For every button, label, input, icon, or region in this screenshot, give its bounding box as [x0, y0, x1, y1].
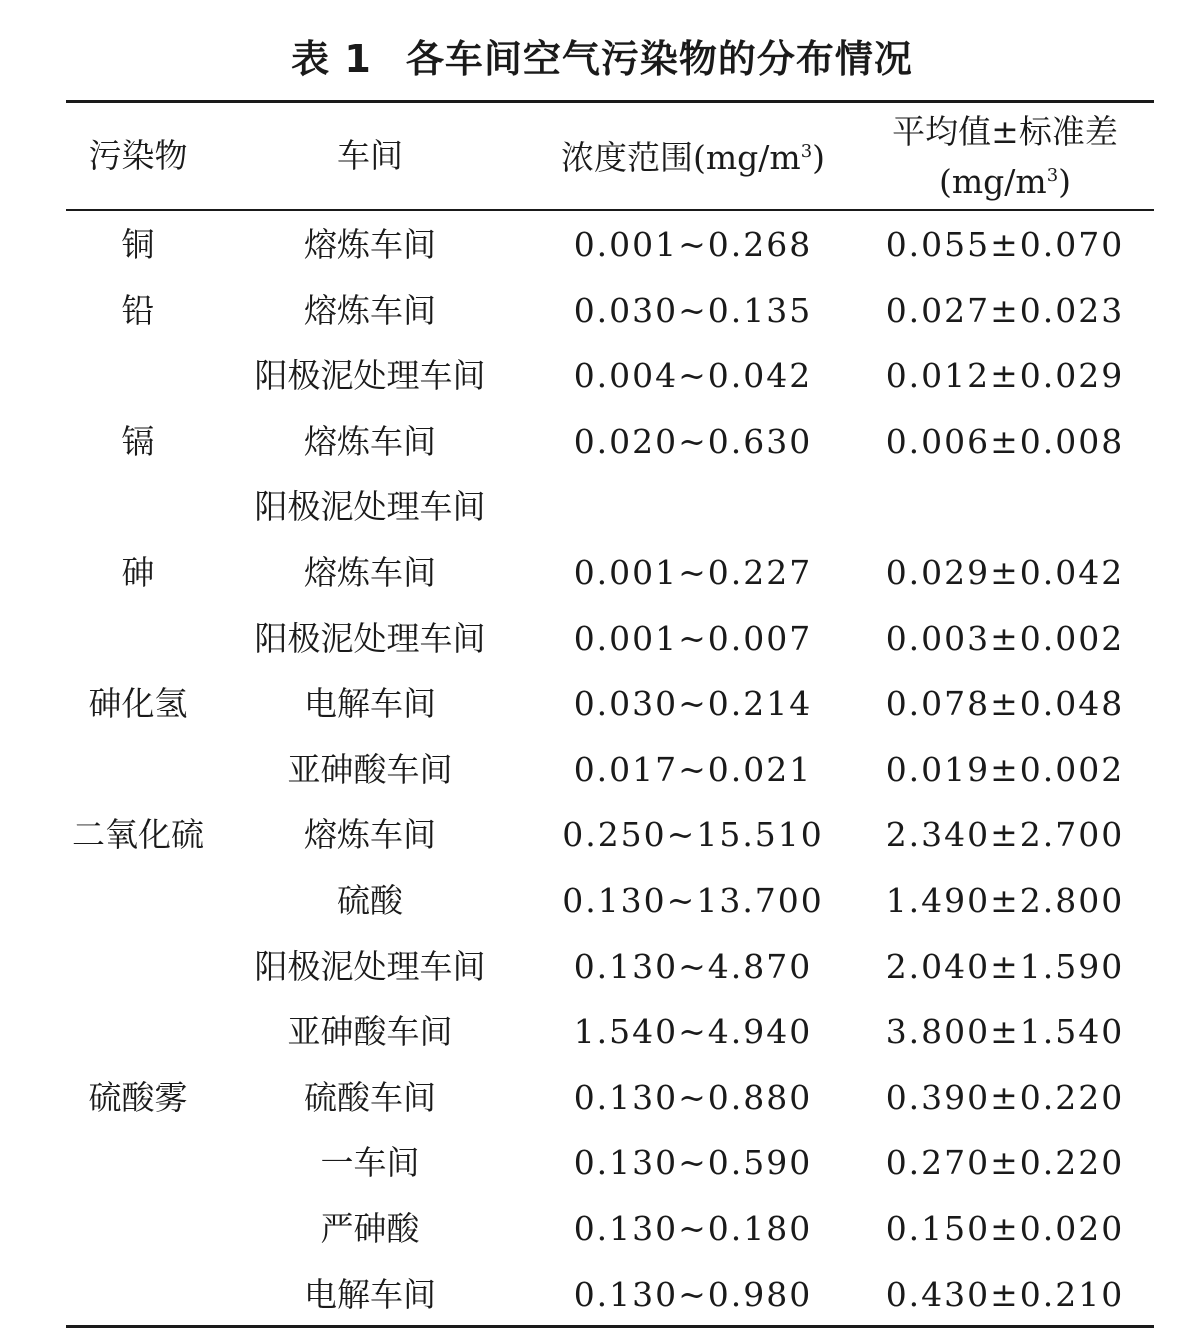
header-mean-line1: 平均值±标准差 [892, 112, 1118, 151]
table-header [66, 104, 1154, 208]
table-row [66, 409, 1154, 475]
header-range-label: 浓度范围( [560, 138, 706, 177]
cell-mean: 0.019±0.002 [885, 749, 1125, 789]
cell-mean: 0.029±0.042 [885, 552, 1125, 592]
table-row [66, 606, 1154, 672]
header-range-exp: 3 [800, 141, 813, 162]
cell-pollutant [66, 868, 210, 934]
table-row [66, 1262, 1154, 1328]
header-mean-close: ) [1058, 162, 1072, 201]
cell-mean [856, 474, 1154, 540]
header-range [530, 134, 856, 182]
cell-range: 0.250~15.510 [562, 815, 824, 855]
cell-range: 1.540~4.940 [573, 1012, 813, 1052]
cell-workshop: 熔炼车间 [304, 225, 436, 264]
cell-range: 0.030~0.214 [573, 684, 813, 724]
cell-range: 0.130~0.180 [573, 1208, 813, 1248]
cell-workshop: 阳极泥处理车间 [254, 487, 486, 527]
cell-workshop: 阳极泥处理车间 [254, 618, 486, 658]
table-title-text: 各车间空气污染物的分布情况 [405, 37, 913, 81]
cell-pollutant [66, 1262, 210, 1328]
cell-workshop: 亚砷酸车间 [287, 1012, 453, 1052]
cell-mean: 0.055±0.070 [885, 225, 1125, 264]
table-row [66, 1065, 1154, 1131]
header-range-close: ) [812, 138, 826, 177]
cell-range: 0.004~0.042 [573, 356, 813, 396]
cell-range: 0.130~0.880 [573, 1077, 813, 1117]
table-row [66, 1130, 1154, 1196]
cell-mean: 0.430±0.210 [885, 1274, 1125, 1314]
cell-range: 0.017~0.021 [573, 749, 813, 789]
cell-workshop: 熔炼车间 [304, 552, 436, 592]
cell-workshop: 阳极泥处理车间 [254, 946, 486, 986]
table-row [66, 868, 1154, 934]
cell-workshop: 硫酸 [337, 880, 403, 920]
cell-workshop: 阳极泥处理车间 [254, 356, 486, 396]
table-body [66, 212, 1154, 1327]
header-range-unit: mg/m [705, 138, 801, 177]
cell-pollutant [66, 934, 210, 1000]
header-mean-exp: 3 [1046, 165, 1059, 186]
cell-workshop: 亚砷酸车间 [287, 749, 453, 789]
cell-range: 0.130~13.700 [562, 880, 824, 920]
table-title [0, 34, 1204, 84]
cell-mean: 3.800±1.540 [885, 1012, 1125, 1052]
cell-pollutant: 镉 [121, 421, 155, 461]
cell-workshop: 严砷酸 [320, 1208, 420, 1248]
cell-pollutant [66, 474, 210, 540]
cell-workshop: 硫酸车间 [304, 1077, 436, 1117]
table-row [66, 802, 1154, 868]
cell-range: 0.020~0.630 [573, 421, 813, 461]
cell-workshop: 一车间 [320, 1143, 420, 1183]
cell-range: 0.130~4.870 [573, 946, 813, 986]
table-number: 表 1 [291, 37, 372, 81]
cell-pollutant [66, 1196, 210, 1262]
cell-mean: 0.003±0.002 [885, 618, 1125, 658]
cell-range: 0.130~0.590 [573, 1143, 813, 1183]
bottom-rule [66, 1325, 1154, 1328]
cell-mean: 0.006±0.008 [885, 421, 1125, 461]
cell-workshop: 电解车间 [304, 1274, 436, 1314]
cell-range: 0.130~0.980 [573, 1274, 813, 1314]
header-mean-unit-text: mg/m [951, 162, 1047, 201]
header-workshop: 车间 [337, 136, 403, 175]
cell-mean: 0.078±0.048 [885, 684, 1125, 724]
cell-mean: 2.040±1.590 [885, 946, 1125, 986]
cell-mean: 0.390±0.220 [885, 1077, 1125, 1117]
cell-pollutant [66, 343, 210, 409]
cell-range: 0.001~0.007 [573, 618, 813, 658]
table-row [66, 737, 1154, 803]
header-mean-open: ( [938, 162, 952, 201]
header-rule [66, 209, 1154, 211]
cell-pollutant [66, 606, 210, 672]
cell-pollutant: 砷化氢 [88, 684, 188, 724]
cell-mean: 1.490±2.800 [885, 880, 1125, 920]
cell-workshop: 熔炼车间 [304, 290, 436, 330]
cell-pollutant: 硫酸雾 [88, 1077, 188, 1117]
table-row [66, 1196, 1154, 1262]
cell-range [530, 474, 856, 540]
cell-pollutant: 砷 [121, 552, 155, 592]
cell-workshop: 熔炼车间 [304, 421, 436, 461]
table-row [66, 343, 1154, 409]
cell-mean: 0.150±0.020 [885, 1208, 1125, 1248]
cell-mean: 0.027±0.023 [885, 290, 1125, 330]
header-mean-unit [856, 158, 1154, 206]
table-row [66, 212, 1154, 278]
header-pollutant: 污染物 [88, 136, 188, 175]
table-row [66, 934, 1154, 1000]
cell-mean: 0.270±0.220 [885, 1143, 1125, 1183]
cell-pollutant [66, 737, 210, 803]
cell-mean: 0.012±0.029 [885, 356, 1125, 396]
cell-pollutant: 铅 [121, 290, 155, 330]
cell-pollutant [66, 1130, 210, 1196]
cell-workshop: 电解车间 [304, 684, 436, 724]
cell-pollutant: 铜 [121, 225, 155, 264]
table-row [66, 671, 1154, 737]
top-rule [66, 100, 1154, 103]
table-row [66, 999, 1154, 1065]
table-row [66, 474, 1154, 540]
cell-range: 0.001~0.268 [573, 225, 813, 264]
cell-range: 0.001~0.227 [573, 552, 813, 592]
cell-mean: 2.340±2.700 [885, 815, 1125, 855]
table-row [66, 278, 1154, 344]
cell-pollutant [66, 999, 210, 1065]
cell-pollutant: 二氧化硫 [72, 815, 204, 855]
cell-workshop: 熔炼车间 [304, 815, 436, 855]
cell-range: 0.030~0.135 [573, 290, 813, 330]
table-row [66, 540, 1154, 606]
